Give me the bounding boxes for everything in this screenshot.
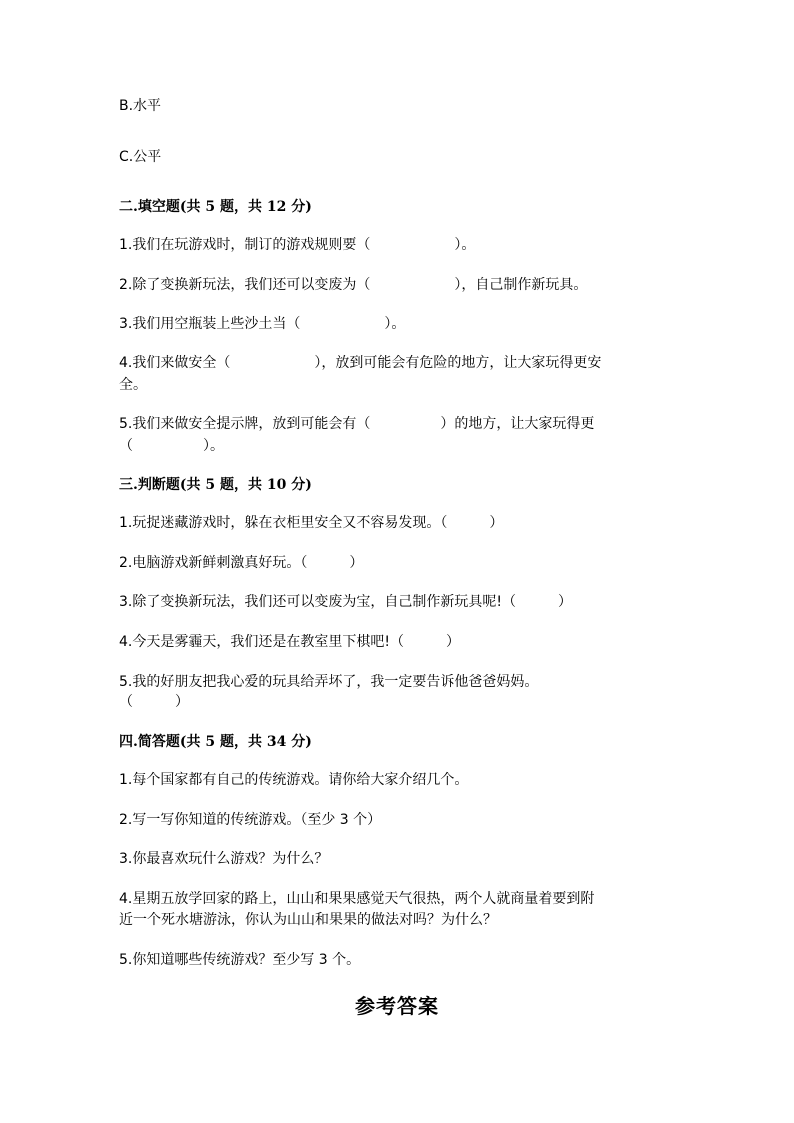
short-answer-q4-line2: 近一个死水塘游泳，你认为山山和果果的做法对吗？为什么？ (119, 912, 497, 928)
option-b: B.水平 (119, 98, 162, 114)
fill-blank-q2: 2.除了变换新玩法，我们还可以变废为（ ），自己制作新玩具。 (119, 277, 588, 293)
short-answer-q5: 5.你知道哪些传统游戏？至少写 3 个。 (119, 952, 361, 968)
true-false-q5-line2: （ ） (119, 694, 189, 710)
section-heading-true-false: 三.判断题(共 5 题，共 10 分) (119, 477, 312, 493)
short-answer-q4-line1: 4.星期五放学回家的路上，山山和果果感觉天气很热，两个人就商量着要到附 (119, 891, 595, 907)
true-false-q4: 4.今天是雾霾天，我们还是在教室里下棋吧!（ ） (119, 634, 460, 650)
fill-blank-q4-line1: 4.我们来做安全（ ），放到可能会有危险的地方，让大家玩得更安 (119, 355, 602, 371)
fill-blank-q1: 1.我们在玩游戏时，制订的游戏规则要（ ）。 (119, 237, 476, 253)
true-false-q3: 3.除了变换新玩法，我们还可以变废为宝，自己制作新玩具呢!（ ） (119, 594, 572, 610)
true-false-q1: 1.玩捉迷藏游戏时，躲在衣柜里安全又不容易发现。（ ） (119, 515, 504, 531)
true-false-q2: 2.电脑游戏新鲜刺激真好玩。（ ） (119, 555, 364, 571)
true-false-q5-line1: 5.我的好朋友把我心爱的玩具给弄坏了，我一定要告诉他爸爸妈妈。 (119, 674, 539, 690)
section-heading-fill-blank: 二.填空题(共 5 题，共 12 分) (119, 199, 312, 215)
option-c: C.公平 (119, 149, 162, 165)
short-answer-q2: 2.写一写你知道的传统游戏。（至少 3 个） (119, 812, 382, 828)
answers-title: 参考答案 (355, 994, 439, 1018)
section-heading-short-answer: 四.简答题(共 5 题，共 34 分) (119, 734, 312, 750)
short-answer-q1: 1.每个国家都有自己的传统游戏。请你给大家介绍几个。 (119, 772, 469, 788)
fill-blank-q5-line1: 5.我们来做安全提示牌，放到可能会有（ ）的地方，让大家玩得更 (119, 416, 595, 432)
fill-blank-q4-line2: 全。 (119, 377, 147, 393)
fill-blank-q5-line2: （ ）。 (119, 438, 224, 454)
short-answer-q3: 3.你最喜欢玩什么游戏？为什么？ (119, 851, 329, 867)
fill-blank-q3: 3.我们用空瓶装上些沙土当（ ）。 (119, 316, 406, 332)
